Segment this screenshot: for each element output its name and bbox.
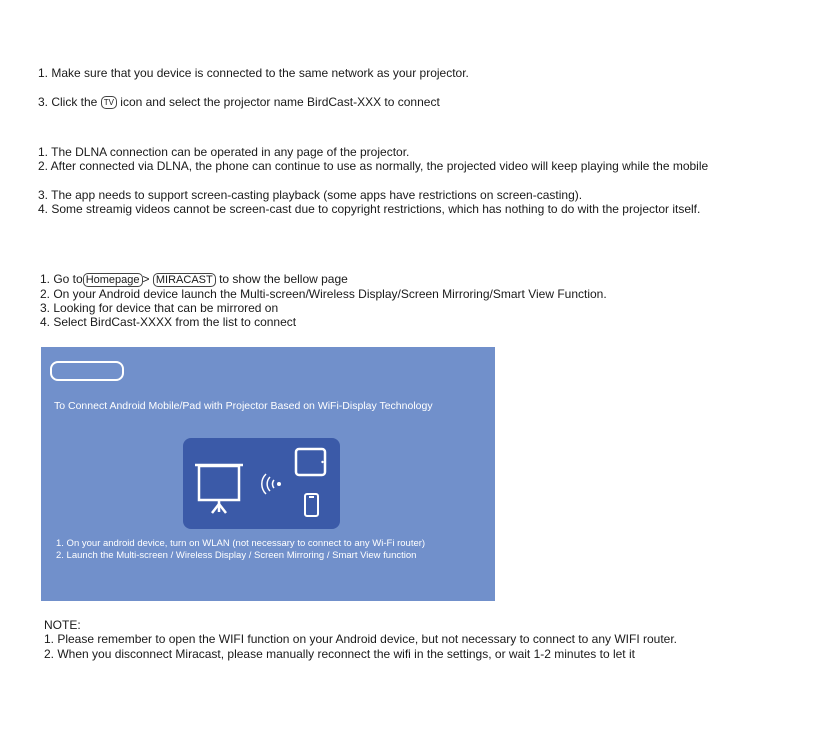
tv-icon: TV bbox=[101, 96, 117, 109]
dlna-note-2: 2. After connected via DLNA, the phone can continue to use as normally, the projected video will keep playing while the mobile bbox=[38, 159, 709, 173]
projector-screen-icon bbox=[195, 465, 243, 513]
instruction-step-3-suffix: icon and select the projector name BirdCast-XXX to connect bbox=[120, 95, 440, 109]
illustration bbox=[183, 438, 340, 529]
miracast-step-1-suffix: to show the bellow page bbox=[219, 272, 348, 286]
note-item-1: 1. Please remember to open the WIFI function on your Android device, but not necessary to connect to any WIFI router. bbox=[44, 632, 677, 646]
illustration-card bbox=[183, 438, 340, 529]
miracast-step-1-prefix: 1. Go to bbox=[40, 272, 83, 286]
miracast-screen-panel bbox=[41, 347, 495, 601]
dlna-note-1: 1. The DLNA connection can be operated in any page of the projector. bbox=[38, 145, 410, 159]
instruction-step-1: 1. Make sure that you device is connected to the same network as your projector. bbox=[38, 66, 469, 80]
instruction-step-3-prefix: 3. Click the bbox=[38, 95, 98, 109]
tablet-icon bbox=[296, 449, 325, 475]
instruction-step-3 bbox=[38, 95, 440, 110]
back-pill bbox=[50, 361, 124, 381]
phone-icon bbox=[305, 494, 318, 516]
path-separator: > bbox=[142, 272, 150, 286]
dlna-note-3: 3. The app needs to support screen-casting playback (some apps have restrictions on screen-casting). bbox=[38, 188, 583, 202]
miracast-label: MIRACAST bbox=[153, 273, 216, 287]
homepage-label: Homepage bbox=[83, 273, 143, 287]
miracast-step-3: 3. Looking for device that can be mirrored on bbox=[40, 301, 279, 315]
miracast-step-1 bbox=[40, 272, 348, 287]
miracast-step-4: 4. Select BirdCast-XXXX from the list to connect bbox=[40, 315, 297, 329]
screen-step-2: 2. Launch the Multi-screen / Wireless Display / Screen Mirroring / Smart View function bbox=[56, 550, 417, 561]
screen-title: To Connect Android Mobile/Pad with Projector Based on WiFi-Display Technology bbox=[54, 400, 433, 412]
note-item-2: 2. When you disconnect Miracast, please manually reconnect the wifi in the settings, or wait 1-2 minutes to let it bbox=[44, 647, 635, 661]
miracast-step-2: 2. On your Android device launch the Multi-screen/Wireless Display/Screen Mirroring/Smart View Function. bbox=[40, 287, 607, 301]
dlna-note-4: 4. Some streamig videos cannot be screen-cast due to copyright restrictions, which has nothing to do with the projector itself. bbox=[38, 202, 701, 216]
note-heading: NOTE: bbox=[44, 618, 81, 632]
wireless-signal-icon bbox=[262, 474, 281, 494]
screen-step-1: 1. On your android device, turn on WLAN (not necessary to connect to any Wi-Fi router) bbox=[56, 538, 426, 549]
